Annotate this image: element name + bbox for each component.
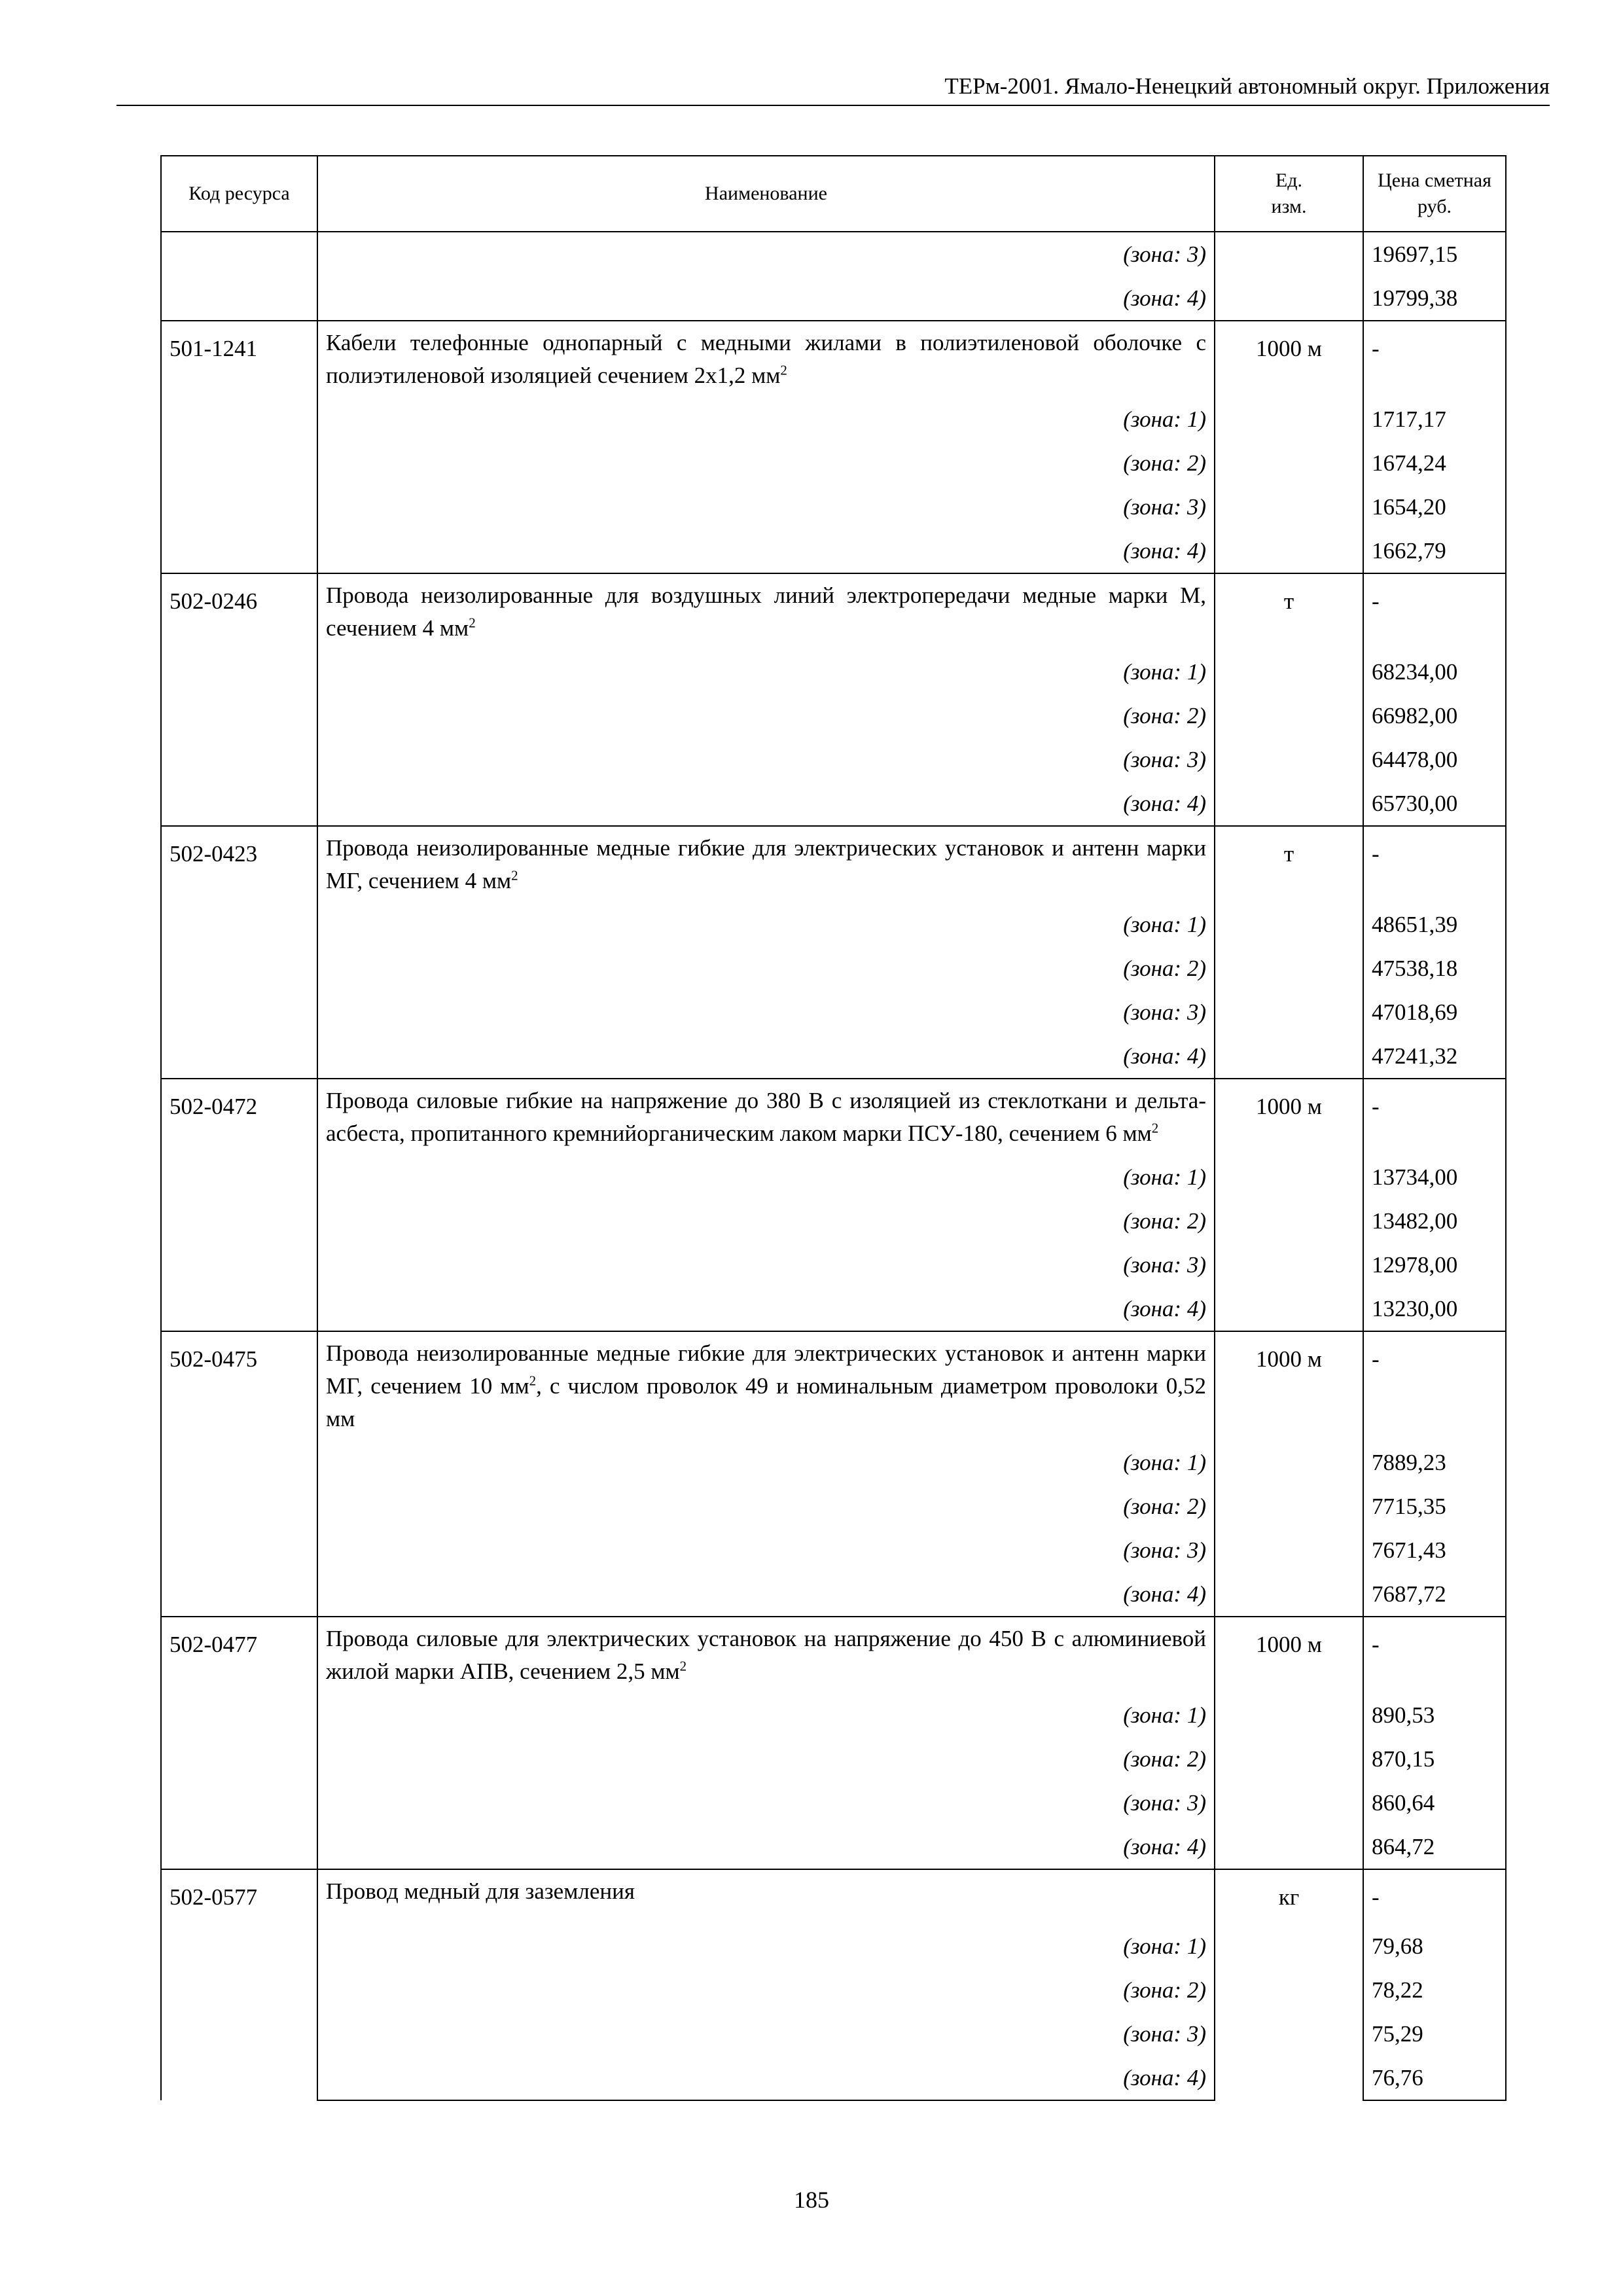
column-header-unit-line2: изм. xyxy=(1271,196,1307,217)
resource-code: 502-0423 xyxy=(161,826,317,1079)
unit-superscript: 2 xyxy=(679,1658,687,1674)
zone-label: (зона: 2) xyxy=(317,1199,1215,1243)
unit-of-measure: 1000 м xyxy=(1215,321,1363,573)
base-price: - xyxy=(1363,321,1506,397)
resource-name-text: Провода неизолированные медные гибкие для электрических установок и антенн марки МГ, сечением 4 мм xyxy=(326,835,1206,893)
table-row-item xyxy=(161,826,1506,903)
zone-label: (зона: 3) xyxy=(317,232,1215,276)
zone-price: 76,76 xyxy=(1363,2056,1506,2100)
zone-price: 860,64 xyxy=(1363,1781,1506,1825)
code-cell xyxy=(161,232,317,276)
zone-label: (зона: 1) xyxy=(317,1693,1215,1737)
zone-label: (зона: 1) xyxy=(317,1441,1215,1484)
zone-price: 78,22 xyxy=(1363,1968,1506,2012)
zone-label: (зона: 3) xyxy=(317,485,1215,529)
base-price: - xyxy=(1363,1869,1506,1924)
zone-price: 65730,00 xyxy=(1363,781,1506,826)
resource-code: 502-0246 xyxy=(161,573,317,826)
table-body xyxy=(161,232,1506,2100)
page-number: 185 xyxy=(794,2187,829,2213)
table-row xyxy=(161,232,1506,276)
base-price: - xyxy=(1363,1617,1506,1693)
zone-price: 13230,00 xyxy=(1363,1287,1506,1331)
column-header-name: Наименование xyxy=(317,156,1215,232)
column-header-unit-line1: Ед. xyxy=(1275,169,1303,191)
zone-label: (зона: 3) xyxy=(317,1243,1215,1287)
resource-code: 502-0472 xyxy=(161,1079,317,1331)
zone-label: (зона: 4) xyxy=(317,529,1215,573)
resource-code: 502-0475 xyxy=(161,1331,317,1617)
zone-price: 1654,20 xyxy=(1363,485,1506,529)
zone-label: (зона: 3) xyxy=(317,1528,1215,1572)
zone-price: 1717,17 xyxy=(1363,397,1506,441)
resource-code: 501-1241 xyxy=(161,321,317,573)
resource-name xyxy=(317,321,1215,397)
zone-label: (зона: 1) xyxy=(317,1155,1215,1199)
unit-of-measure: кг xyxy=(1215,1869,1363,2100)
table-header xyxy=(161,156,1506,232)
code-cell xyxy=(161,276,317,321)
unit-cell xyxy=(1215,276,1363,321)
table-row-item xyxy=(161,573,1506,650)
base-price: - xyxy=(1363,1331,1506,1441)
zone-label: (зона: 1) xyxy=(317,903,1215,946)
resource-name xyxy=(317,1079,1215,1155)
zone-label: (зона: 1) xyxy=(317,650,1215,694)
zone-price: 19799,38 xyxy=(1363,276,1506,321)
zone-price: 890,53 xyxy=(1363,1693,1506,1737)
zone-price: 64478,00 xyxy=(1363,738,1506,781)
unit-superscript: 2 xyxy=(1151,1120,1159,1136)
zone-label: (зона: 2) xyxy=(317,1968,1215,2012)
zone-label: (зона: 2) xyxy=(317,1737,1215,1781)
running-header: ТЕРм-2001. Ямало-Ненецкий автономный округ. Приложения xyxy=(944,73,1550,99)
column-header-price xyxy=(1363,156,1506,232)
zone-price: 79,68 xyxy=(1363,1924,1506,1968)
base-price: - xyxy=(1363,1079,1506,1155)
zone-price: 47538,18 xyxy=(1363,946,1506,990)
base-price: - xyxy=(1363,573,1506,650)
zone-price: 7889,23 xyxy=(1363,1441,1506,1484)
zone-label: (зона: 1) xyxy=(317,1924,1215,1968)
zone-label: (зона: 4) xyxy=(317,276,1215,321)
zone-price: 68234,00 xyxy=(1363,650,1506,694)
zone-price: 7715,35 xyxy=(1363,1484,1506,1528)
unit-of-measure: 1000 м xyxy=(1215,1079,1363,1331)
resource-name xyxy=(317,1331,1215,1441)
table-row-item xyxy=(161,1079,1506,1155)
zone-price: 1662,79 xyxy=(1363,529,1506,573)
price-table xyxy=(160,155,1507,2101)
table-row-item xyxy=(161,1617,1506,1693)
table-row-item xyxy=(161,321,1506,397)
resource-name xyxy=(317,1869,1215,1924)
resource-name-text: Провода силовые гибкие на напряжение до 380 В с изоляцией из стеклоткани и дельта-асбеста, пропитанного кремнийорганическим лаком марки ПСУ-180, сечением 6 мм xyxy=(326,1088,1206,1146)
unit-of-measure: т xyxy=(1215,826,1363,1079)
zone-label: (зона: 4) xyxy=(317,1287,1215,1331)
unit-of-measure: 1000 м xyxy=(1215,1617,1363,1869)
unit-cell xyxy=(1215,232,1363,276)
zone-label: (зона: 3) xyxy=(317,2012,1215,2056)
zone-price: 48651,39 xyxy=(1363,903,1506,946)
resource-name xyxy=(317,826,1215,903)
zone-label: (зона: 3) xyxy=(317,990,1215,1034)
zone-label: (зона: 3) xyxy=(317,738,1215,781)
zone-label: (зона: 1) xyxy=(317,397,1215,441)
zone-price: 13734,00 xyxy=(1363,1155,1506,1199)
unit-of-measure: т xyxy=(1215,573,1363,826)
zone-price: 13482,00 xyxy=(1363,1199,1506,1243)
resource-name-text: Провода силовые для электрических установок на напряжение до 450 В с алюминиевой жилой марки АПВ, сечением 2,5 мм xyxy=(326,1626,1206,1684)
column-header-price-line2: руб. xyxy=(1418,196,1452,217)
resource-name-text: Провод медный для заземления xyxy=(326,1878,635,1904)
unit-superscript: 2 xyxy=(469,615,476,631)
zone-label: (зона: 2) xyxy=(317,1484,1215,1528)
zone-label: (зона: 3) xyxy=(317,1781,1215,1825)
table-row-item xyxy=(161,1869,1506,1924)
zone-label: (зона: 4) xyxy=(317,1572,1215,1617)
resource-name xyxy=(317,1617,1215,1693)
column-header-price-line1: Цена сметная xyxy=(1378,169,1491,191)
zone-price: 75,29 xyxy=(1363,2012,1506,2056)
zone-price: 47018,69 xyxy=(1363,990,1506,1034)
zone-price: 19697,15 xyxy=(1363,232,1506,276)
zone-label: (зона: 4) xyxy=(317,1825,1215,1869)
zone-label: (зона: 2) xyxy=(317,946,1215,990)
zone-price: 12978,00 xyxy=(1363,1243,1506,1287)
resource-name-text: Провода неизолированные медные гибкие для электрических установок и антенн марки МГ, сечением 10 мм xyxy=(326,1340,1206,1399)
zone-price: 7687,72 xyxy=(1363,1572,1506,1617)
price-table-container xyxy=(160,155,1507,2101)
resource-name-text: Провода неизолированные для воздушных линий электропередачи медные марки М, сечением 4 мм xyxy=(326,583,1206,641)
resource-name-tail: , с числом проволок 49 и номинальным диаметром проволоки 0,52 мм xyxy=(326,1373,1206,1431)
zone-label: (зона: 2) xyxy=(317,441,1215,485)
table-row xyxy=(161,276,1506,321)
zone-price: 864,72 xyxy=(1363,1825,1506,1869)
unit-superscript: 2 xyxy=(529,1372,537,1389)
unit-superscript: 2 xyxy=(511,867,518,884)
zone-label: (зона: 4) xyxy=(317,781,1215,826)
zone-price: 66982,00 xyxy=(1363,694,1506,738)
zone-price: 7671,43 xyxy=(1363,1528,1506,1572)
unit-superscript: 2 xyxy=(780,362,787,378)
zone-price: 870,15 xyxy=(1363,1737,1506,1781)
zone-price: 1674,24 xyxy=(1363,441,1506,485)
zone-label: (зона: 2) xyxy=(317,694,1215,738)
zone-label: (зона: 4) xyxy=(317,1034,1215,1079)
resource-name xyxy=(317,573,1215,650)
unit-of-measure: 1000 м xyxy=(1215,1331,1363,1617)
header-rule xyxy=(116,105,1550,106)
resource-name-text: Кабели телефонные однопарный с медными жилами в полиэтиленовой оболочке с полиэтиленовой изоляцией сечением 2х1,2 мм xyxy=(326,330,1206,388)
column-header-unit xyxy=(1215,156,1363,232)
column-header-code: Код ресурса xyxy=(161,156,317,232)
base-price: - xyxy=(1363,826,1506,903)
resource-code: 502-0577 xyxy=(161,1869,317,2100)
zone-label: (зона: 4) xyxy=(317,2056,1215,2100)
resource-code: 502-0477 xyxy=(161,1617,317,1869)
zone-price: 47241,32 xyxy=(1363,1034,1506,1079)
table-row-item xyxy=(161,1331,1506,1441)
